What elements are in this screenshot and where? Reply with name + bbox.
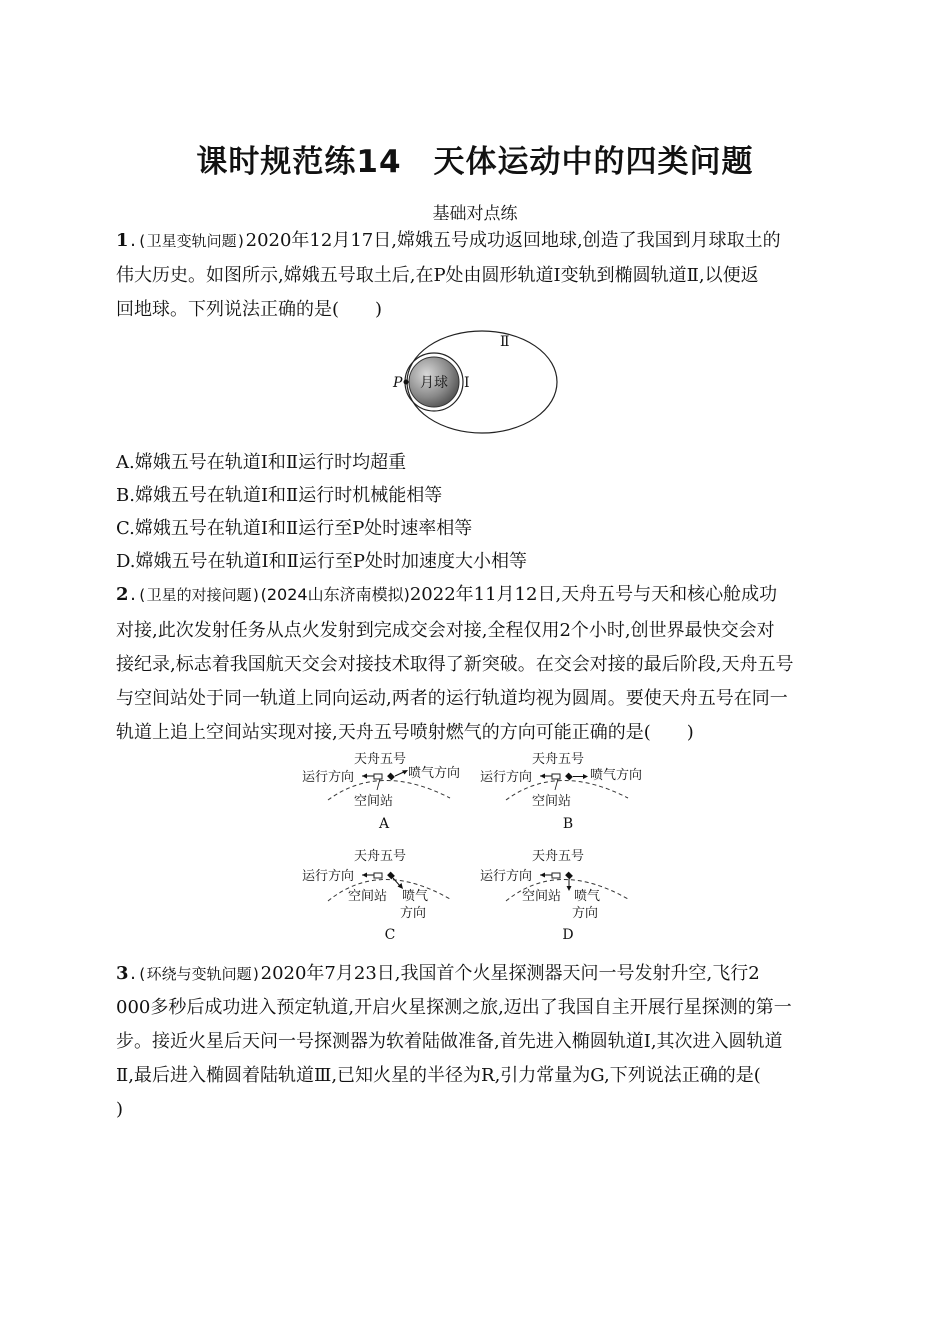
motion-label: 运行方向 <box>302 770 355 785</box>
motion-label: 运行方向 <box>480 770 533 785</box>
space-station-icon <box>374 873 382 878</box>
q1-option-a: A.嫦娥五号在轨道Ⅰ和Ⅱ运行时均超重 <box>116 452 407 473</box>
q3-line-4: Ⅱ,最后进入椭圆着陆轨道Ⅲ,已知火星的半径为R,引力常量为G,下列说法正确的是( <box>116 1065 761 1086</box>
figure-letter: B <box>562 816 574 832</box>
figure-letter: A <box>378 816 390 832</box>
q2-line-2: 对接,此次发射任务从点火发射到完成交会对接,全程仅用2个小时,创世界最快交会对 <box>116 620 775 641</box>
ship-label: 天舟五号 <box>354 849 407 864</box>
jet-label-2: 方向 <box>400 906 427 921</box>
q1-line-1 <box>116 229 781 253</box>
q1-option-d: D.嫦娥五号在轨道Ⅰ和Ⅱ运行至P处时加速度大小相等 <box>116 551 527 572</box>
station-label: 空间站 <box>348 889 388 904</box>
q2-line-1 <box>116 583 777 607</box>
q3-line-1 <box>116 962 760 986</box>
station-label: 空间站 <box>354 794 394 809</box>
spaceship-icon <box>387 773 395 781</box>
motion-label: 运行方向 <box>480 869 533 884</box>
q3-number: 3 <box>116 963 129 984</box>
figure-letter: C <box>384 927 396 943</box>
q1-option-c: C.嫦娥五号在轨道Ⅰ和Ⅱ运行至P处时速率相等 <box>116 518 473 539</box>
q2-source: (2024山东济南模拟) <box>260 585 410 604</box>
spaceship-icon <box>565 872 573 880</box>
q1-line-3: 回地球。下列说法正确的是( ) <box>116 299 383 320</box>
q2-figure-b <box>476 748 656 836</box>
q3-tag: .(环绕与变轨问题) <box>128 965 261 983</box>
q2-number: 2 <box>116 584 129 605</box>
q2-line-5: 轨道上追上空间站实现对接,天舟五号喷射燃气的方向可能正确的是( ) <box>116 722 694 743</box>
q2-figure-a <box>298 748 478 836</box>
q2-tag: .(卫星的对接问题) <box>128 586 261 604</box>
space-station-icon <box>374 774 382 779</box>
jet-label: 喷气方向 <box>590 768 643 783</box>
spaceship-icon <box>565 773 573 781</box>
figure-letter: D <box>562 927 574 943</box>
q3-line-3: 步。接近火星后天问一号探测器为软着陆做准备,首先进入椭圆轨道Ⅰ,其次进入圆轨道 <box>116 1031 783 1052</box>
section-heading: 基础对点练 <box>432 204 518 224</box>
q2-line-4: 与空间站处于同一轨道上同向运动,两者的运行轨道均视为圆周。要使天舟五号在同一 <box>116 688 788 709</box>
q1-line-2: 伟大历史。如图所示,嫦娥五号取土后,在P处由圆形轨道Ⅰ变轨到椭圆轨道Ⅱ,以便返 <box>116 265 759 286</box>
q2-line-3: 接纪录,标志着我国航天交会对接技术取得了新突破。在交会对接的最后阶段,天舟五号 <box>116 654 794 675</box>
orbit-2-label: Ⅱ <box>500 334 510 350</box>
q1-tag: .(卫星变轨问题) <box>128 232 246 250</box>
q2-figure-d <box>476 843 656 943</box>
q2-figure-c <box>298 843 478 943</box>
q3-line-2: 000多秒后成功进入预定轨道,开启火星探测之旅,迈出了我国自主开展行星探测的第一 <box>116 997 792 1018</box>
point-p-marker <box>404 380 409 385</box>
jet-label: 喷气方向 <box>408 766 461 781</box>
station-label: 空间站 <box>532 794 572 809</box>
jet-label-1: 喷气 <box>402 889 429 904</box>
q1-option-b: B.嫦娥五号在轨道Ⅰ和Ⅱ运行时机械能相等 <box>116 485 443 506</box>
p-label: P <box>393 375 403 391</box>
orbit-1-label: Ⅰ <box>464 375 470 391</box>
station-label: 空间站 <box>522 889 562 904</box>
ship-label: 天舟五号 <box>532 752 585 767</box>
page-title: 课时规范练14 天体运动中的四类问题 <box>196 144 754 180</box>
jet-label-2: 方向 <box>572 906 599 921</box>
q1-text-1: 2020年12月17日,嫦娥五号成功返回地球,创造了我国到月球取土的 <box>245 230 781 251</box>
q3-text-1: 2020年7月23日,我国首个火星探测器天问一号发射升空,飞行2 <box>260 963 760 984</box>
ship-label: 天舟五号 <box>354 752 407 767</box>
q1-orbit-figure <box>380 328 580 440</box>
q2-text-1: 2022年11月12日,天舟五号与天和核心舱成功 <box>409 584 778 605</box>
space-station-icon <box>552 873 560 878</box>
moon-label: 月球 <box>420 375 448 391</box>
q1-number: 1 <box>116 230 129 251</box>
q3-line-5: ) <box>116 1099 124 1120</box>
space-station-icon <box>552 774 560 779</box>
ship-label: 天舟五号 <box>532 849 585 864</box>
jet-label-1: 喷气 <box>574 889 601 904</box>
motion-label: 运行方向 <box>302 869 355 884</box>
